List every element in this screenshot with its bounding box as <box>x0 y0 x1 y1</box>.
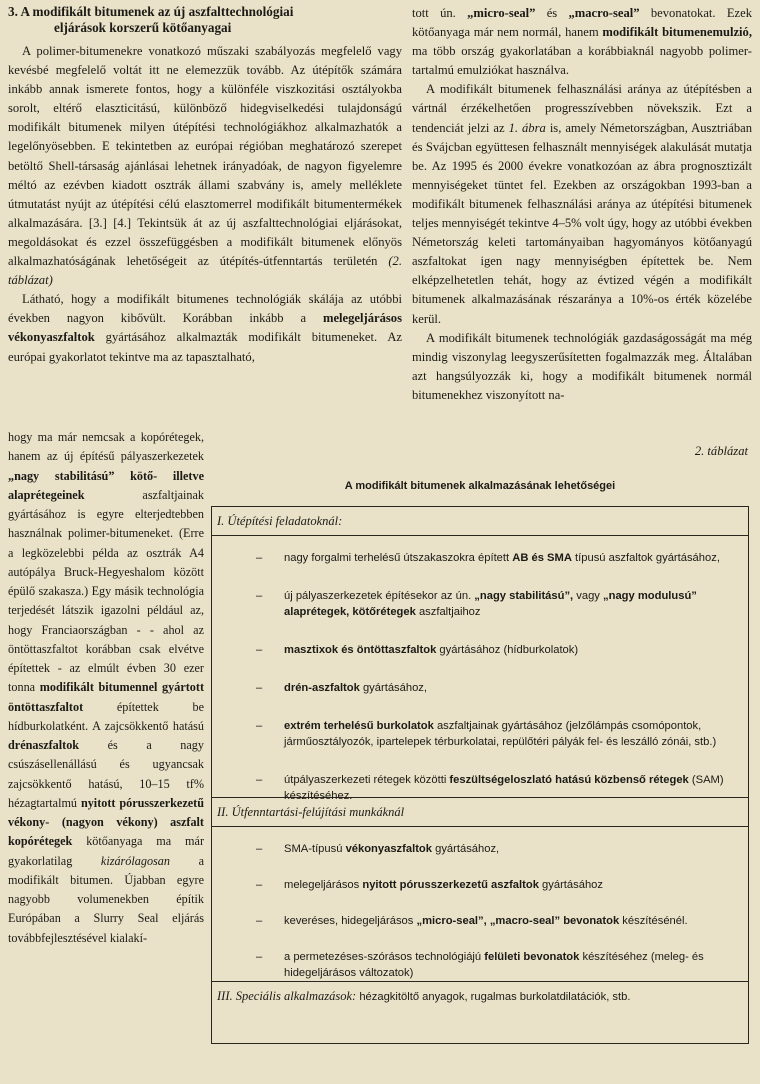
item-text: aszfaltjaihoz <box>418 606 481 618</box>
item-emphasis: AB és SMA <box>512 552 572 564</box>
right-column <box>412 4 752 405</box>
emphasis: nyitott pórusszerkezetű vékony- (nagyon vékony) aszfalt kopórétegek <box>8 795 204 849</box>
emphasis: melegeljárásos vékonyaszfaltok <box>8 311 402 345</box>
item-text: vagy <box>576 590 600 602</box>
item-emphasis: „micro-seal”, „macro-seal” bevonatok <box>416 915 620 927</box>
section-heading-line2: eljárások korszerű kötőanyagai <box>54 20 232 35</box>
item-text: gyártásához <box>542 879 603 891</box>
applications-table <box>211 506 749 1044</box>
bullet-dash: – <box>256 879 263 891</box>
item-text: SMA-típusú <box>284 843 343 855</box>
paragraph <box>412 329 752 405</box>
table-item <box>212 718 748 750</box>
paragraph-text: és <box>546 6 558 20</box>
item-text: gyártásához, <box>362 682 428 694</box>
paragraph-text: a modifikált bitumen. Újabban egyre nagyobb volumenekben építik Európában a Slurry Seal eljárás továbbfejlesztésével kialakí- <box>8 853 204 945</box>
item-text: típusú aszfaltok gyártásához, <box>575 552 720 564</box>
emphasis: modifikált bitumennel gyártott öntöttaszfaltot <box>8 680 204 714</box>
item-emphasis: felületi bevonatok <box>484 951 580 963</box>
paragraph <box>412 4 752 80</box>
table-item <box>212 877 748 893</box>
emphasis: „nagy stabilitású” kötő- illetve alaprétegeinek <box>8 468 204 502</box>
item-emphasis: feszültségeloszlató hatású közbenső rétegek <box>449 774 689 786</box>
bullet-dash: – <box>256 843 263 855</box>
item-emphasis: drén-aszfaltok <box>284 682 360 694</box>
emphasis: „macro-seal” <box>568 6 640 20</box>
section-header: II. Útfenntartási-felújítási munkáknál <box>212 798 748 827</box>
paragraph-text: bevonatokat. Ezek kötőanyaga már nem normál, hanem <box>412 6 753 40</box>
table-item <box>212 550 748 566</box>
item-emphasis: nyitott pórusszerkezetű aszfaltok <box>362 879 539 891</box>
paragraph-text: gyártásához alkalmazták modifikált bitumeneket. Az európai gyakorlatot tekintve ma az tapasztalható, <box>8 330 403 364</box>
paragraph-text: A modifikált bitumenek felhasználási aránya az útépítésben a vártnál érzékelhetően progresszívebben növekszik. Ezt a tendenciát jelzi az <box>412 82 752 135</box>
bullet-dash: – <box>256 552 263 564</box>
item-text: keveréses, hidegeljárásos <box>284 915 414 927</box>
paragraph-text: A polimer-bitumenekre vonatkozó műszaki szabályozás megfelelő vagy kevésbé megfelelő voltát itt ne elemezzük tovább. Az útépítők számára inkább annak ismerete fontos, hogy a különféle viszkozitási osztályokba sorolt, eltérő elaszticitású, különböző hidegviselkedési tulajdonságú modifikált bitumenek milyen útépítési technológiákhoz alkalmazhatók a legelőnyösebben. E tekintetben az európai régióban meghatározó szerepet betöltő Shell-társaság ajánlásai lehetnek irányadóak, de nagyon figyelemre méltó az ezévben kiadott osztrák állami szabvány is, amely melléklete útmutatást nyújt az útépítési célú elasztomerrel modifikált bitumentermékek alkalmazására. [3.] [4.] Tekintsük át az új aszfalttechnológiai eljárásokat, megoldásokat és ezzel összefüggésben a modifikált bitumenek előnyös alkalmazhatóságának lehetőségeit az útépítés-útfenntartás területén <box>8 44 402 269</box>
paragraph-text: építettek be hídburkolatként. A zajcsökkentő hatású <box>8 699 205 733</box>
bullet-dash: – <box>256 644 263 656</box>
item-text: aszfaltjainak gyártásához (jelzőlámpás csomópontok, járműosztályozók, ipartelepek térburkolatai, repülőtéri pályák fel- és leszálló zónái, stb.) <box>284 720 717 748</box>
table-item <box>212 841 748 857</box>
emphasis: drénaszfaltok <box>8 738 80 752</box>
table-item <box>212 949 748 981</box>
left-column <box>8 4 402 367</box>
paragraph <box>8 428 204 948</box>
paragraph-text: és a nagy csúszásellenállású és ugyancsak zajcsökkentő hatású, 10–15 tf% hézagtartalmú <box>8 738 204 810</box>
item-text: gyártásához, <box>435 843 500 855</box>
section-items <box>212 841 748 981</box>
table-number: 2. táblázat <box>694 444 748 458</box>
section-header: I. Útépítési feladatoknál: <box>212 507 748 536</box>
table-item <box>212 913 748 929</box>
item-text: új pályaszerkezetek építésekor az ún. <box>284 590 472 602</box>
table-section-road-construction <box>212 507 748 802</box>
section-heading-line1: 3. A modifikált bitumenek az új aszfalttechnológiai <box>8 4 294 19</box>
item-emphasis: masztixok és öntöttaszfaltok <box>284 644 437 656</box>
item-text: útpályaszerkezeti rétegek közötti <box>284 774 447 786</box>
paragraph-text: kötőanyaga ma már gyakorlatilag <box>8 834 204 868</box>
item-text: a permetezéses-szórásos technológiájú <box>284 951 482 963</box>
section-heading <box>8 4 402 36</box>
paragraph-text: Látható, hogy a modifikált bitumenes technológiák skálája az utóbbi években nagyon kibővült. Korábban inkább a <box>8 292 402 326</box>
item-text: nagy forgalmi terhelésű útszakaszokra épített <box>284 552 510 564</box>
item-emphasis: „nagy modulusú” alaprétegek, kötőrétegek <box>284 590 697 618</box>
table-section-maintenance <box>212 797 748 981</box>
paragraph-text: tott ún. <box>412 6 456 20</box>
paragraph <box>412 80 752 328</box>
item-emphasis: vékonyaszfaltok <box>345 843 432 855</box>
section-items <box>212 550 748 804</box>
table-item <box>212 772 748 804</box>
table-item <box>212 588 748 620</box>
table-reference: (2. táblázat) <box>8 254 402 288</box>
section-text: hézagkitöltő anyagok, rugalmas burkolatdilatációk, stb. <box>359 991 631 1003</box>
bullet-dash: – <box>256 774 263 786</box>
emphasis-italic: kizárólagosan <box>100 853 170 868</box>
item-text: készítéséhez (meleg- és hidegeljárásos változatok) <box>284 951 704 979</box>
figure-reference: 1. ábra <box>508 120 546 135</box>
paragraph-text: is, amely Németországban, Ausztriában és Svájcban együttesen felhasznált mennyiségek alakulását mutatja be. Az 1995 és 2000 évekre vonatkozóan az ábra prognosztizált mennyiségeket tüntet fel. Ezekben az országokban 1993-ban a modifikált bitumenek felhasználási aránya az útépítési bitumenek teljes mennyiségét tekintve 4–5% volt úgy, hogy az utóbbi években Németország keleti tartományaiban hagyományos kötőanyagú aszfaltokat igen nagy mennyiségben építettek be. Nem elképzelhetetlen tehát, hogy az évtized végén a modifikált bitumenek alkalmazásának részaránya a 10%-os érték közelébe kerül. <box>412 120 753 326</box>
table-item <box>212 680 748 696</box>
table-section-special <box>212 981 748 1011</box>
paragraph-text: aszfaltjainak gyártásához is egyre elterjedtebben használnak polimer-bitumeneket. (Erre a legközelebbi példa az osztrák A4 autópálya Bruck-Hegyeshalom között épülő szakasza.) Egy másik technológia terjedését látszik igazolni például az, hogy Franciaországban - - ahol az öntöttaszfaltot korábban csak elvétve építettek - az elmúlt évben 30 ezer tonna <box>8 487 204 695</box>
table-title: A modifikált bitumenek alkalmazásának lehetőségei <box>344 480 616 492</box>
section-header: III. Speciális alkalmazások: <box>217 989 357 1003</box>
bullet-dash: – <box>256 590 263 602</box>
paragraph <box>8 42 402 290</box>
item-text: melegeljárásos <box>284 879 360 891</box>
item-emphasis: „nagy stabilitású”, <box>474 590 574 602</box>
emphasis: „micro-seal” <box>467 6 536 20</box>
narrow-column <box>8 428 204 948</box>
paragraph-text: A modifikált bitumenek technológiák gazdaságosságát ma még mindig viszonylag leegyszerűsítetten fogalmazzák meg. Általában azt hangsúlyozzák ki, hogy a modifikált bitumenek normál bitumenekhez viszonyított na- <box>412 330 752 402</box>
bullet-dash: – <box>256 951 263 963</box>
paragraph <box>8 290 402 366</box>
bullet-dash: – <box>256 682 263 694</box>
table-item <box>212 642 748 658</box>
bullet-dash: – <box>256 720 263 732</box>
emphasis: modifikált bitumenemulzió, <box>602 25 752 40</box>
item-text: (SAM) készítéséhez. <box>284 774 724 802</box>
paragraph-text: ma több ország gyakorlatában a korábbiaknál nagyobb polimer-tartalmú emulziókat használva. <box>412 44 752 78</box>
bullet-dash: – <box>256 915 263 927</box>
item-emphasis: extrém terhelésű burkolatok <box>284 720 434 732</box>
item-text: készítésénél. <box>622 915 688 927</box>
paragraph-text: hogy ma már nemcsak a kopórétegek, hanem az új építésű pályaszerkezetek <box>8 430 204 464</box>
item-text: gyártásához (hídburkolatok) <box>439 644 579 656</box>
